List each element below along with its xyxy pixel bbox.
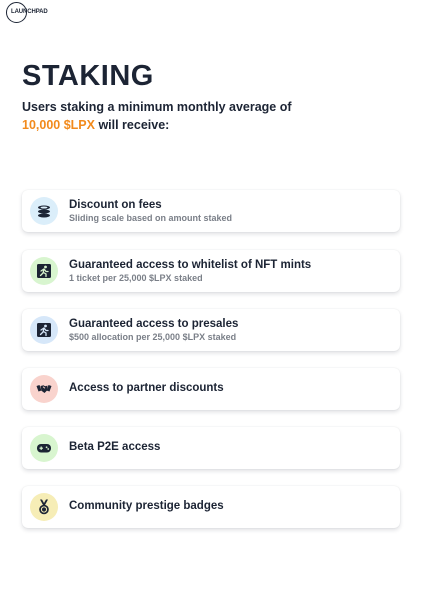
benefit-description: Sliding scale based on amount staked: [69, 213, 233, 223]
subtitle-tail: will receive:: [94, 118, 170, 132]
gamepad-icon: [30, 434, 58, 462]
benefit-card-presales: [22, 309, 400, 351]
benefit-card-partner-discounts: [22, 368, 400, 410]
benefit-card-nft-whitelist: [22, 250, 400, 292]
page-title: STAKING: [22, 60, 154, 92]
benefit-description: 1 ticket per 25,000 $LPX staked: [69, 273, 203, 283]
benefit-title: Beta P2E access: [69, 441, 161, 453]
benefit-title: Discount on fees: [69, 199, 162, 211]
medal-icon: [30, 493, 58, 521]
benefit-title: Community prestige badges: [69, 500, 224, 512]
coin-stack-icon: [30, 197, 58, 225]
handshake-icon: [30, 375, 58, 403]
subtitle-line1: Users staking a minimum monthly average of: [22, 100, 292, 114]
benefit-title: Guaranteed access to presales: [69, 318, 239, 330]
runner-icon: [30, 316, 58, 344]
benefit-title: Guaranteed access to whitelist of NFT mints: [69, 259, 312, 271]
page-subtitle: [22, 98, 322, 134]
benefit-title: Access to partner discounts: [69, 382, 224, 394]
runner-icon: [30, 257, 58, 285]
benefit-card-prestige-badges: [22, 486, 400, 528]
benefit-card-beta-p2e: [22, 427, 400, 469]
benefit-description: $500 allocation per 25,000 $LPX staked: [69, 332, 237, 342]
logo-text: LAUNCHPAD: [11, 9, 48, 15]
launchpad-logo: [6, 2, 48, 24]
benefit-card-discount-on-fees: [22, 190, 400, 232]
subtitle-amount: 10,000 $LPX: [22, 118, 95, 132]
